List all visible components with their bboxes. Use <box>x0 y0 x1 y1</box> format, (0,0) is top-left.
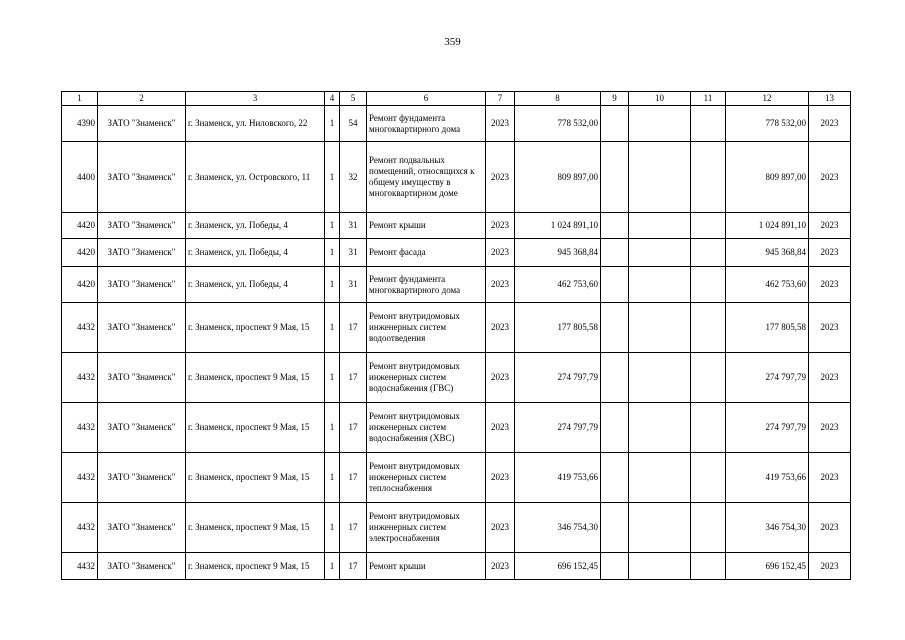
col5-cell: 31 <box>340 239 367 267</box>
col5-cell: 32 <box>340 142 367 213</box>
table-row <box>62 267 851 303</box>
col10-cell <box>629 303 691 353</box>
table-row <box>62 239 851 267</box>
table-row <box>62 106 851 142</box>
work-type-cell: Ремонт фундамента многоквартирного дома <box>367 267 486 303</box>
total-cost-cell: 945 368,84 <box>726 239 809 267</box>
cost-cell: 462 753,60 <box>515 267 601 303</box>
completion-year-cell: 2023 <box>809 303 851 353</box>
table-row <box>62 303 851 353</box>
completion-year-cell: 2023 <box>809 267 851 303</box>
col9-cell <box>601 503 629 553</box>
col9-cell <box>601 553 629 580</box>
col4-cell: 1 <box>325 553 340 580</box>
completion-year-cell: 2023 <box>809 403 851 453</box>
municipality-cell: ЗАТО "Знаменск" <box>98 503 186 553</box>
column-header: 13 <box>809 92 851 106</box>
total-cost-cell: 1 024 891,10 <box>726 213 809 239</box>
column-header: 7 <box>486 92 515 106</box>
column-header: 8 <box>515 92 601 106</box>
row-number-cell: 4432 <box>62 553 98 580</box>
cost-cell: 696 152,45 <box>515 553 601 580</box>
col4-cell: 1 <box>325 267 340 303</box>
col4-cell: 1 <box>325 503 340 553</box>
municipality-cell: ЗАТО "Знаменск" <box>98 353 186 403</box>
col5-cell: 54 <box>340 106 367 142</box>
cost-cell: 945 368,84 <box>515 239 601 267</box>
col5-cell: 17 <box>340 403 367 453</box>
col11-cell <box>691 267 726 303</box>
col5-cell: 17 <box>340 353 367 403</box>
col4-cell: 1 <box>325 453 340 503</box>
work-type-cell: Ремонт фундамента многоквартирного дома <box>367 106 486 142</box>
year-cell: 2023 <box>486 239 515 267</box>
municipality-cell: ЗАТО "Знаменск" <box>98 453 186 503</box>
col4-cell: 1 <box>325 353 340 403</box>
col10-cell <box>629 403 691 453</box>
completion-year-cell: 2023 <box>809 503 851 553</box>
cost-cell: 778 532,00 <box>515 106 601 142</box>
col10-cell <box>629 503 691 553</box>
completion-year-cell: 2023 <box>809 353 851 403</box>
year-cell: 2023 <box>486 106 515 142</box>
row-number-cell: 4432 <box>62 503 98 553</box>
total-cost-cell: 274 797,79 <box>726 403 809 453</box>
address-cell: г. Знаменск, ул. Ниловского, 22 <box>186 106 325 142</box>
row-number-cell: 4432 <box>62 453 98 503</box>
municipality-cell: ЗАТО "Знаменск" <box>98 403 186 453</box>
col5-cell: 17 <box>340 453 367 503</box>
col9-cell <box>601 142 629 213</box>
col9-cell <box>601 303 629 353</box>
table-row <box>62 553 851 580</box>
col11-cell <box>691 142 726 213</box>
address-cell: г. Знаменск, проспект 9 Мая, 15 <box>186 353 325 403</box>
col9-cell <box>601 267 629 303</box>
total-cost-cell: 177 805,58 <box>726 303 809 353</box>
total-cost-cell: 778 532,00 <box>726 106 809 142</box>
cost-cell: 419 753,66 <box>515 453 601 503</box>
address-cell: г. Знаменск, проспект 9 Мая, 15 <box>186 453 325 503</box>
work-type-cell: Ремонт фасада <box>367 239 486 267</box>
col4-cell: 1 <box>325 239 340 267</box>
cost-cell: 274 797,79 <box>515 353 601 403</box>
address-cell: г. Знаменск, ул. Островского, 11 <box>186 142 325 213</box>
col5-cell: 17 <box>340 303 367 353</box>
col10-cell <box>629 353 691 403</box>
column-header: 6 <box>367 92 486 106</box>
table-row <box>62 142 851 213</box>
municipality-cell: ЗАТО "Знаменск" <box>98 106 186 142</box>
row-number-cell: 4432 <box>62 303 98 353</box>
col4-cell: 1 <box>325 403 340 453</box>
column-header: 11 <box>691 92 726 106</box>
address-cell: г. Знаменск, проспект 9 Мая, 15 <box>186 503 325 553</box>
year-cell: 2023 <box>486 403 515 453</box>
column-header: 4 <box>325 92 340 106</box>
cost-cell: 274 797,79 <box>515 403 601 453</box>
municipality-cell: ЗАТО "Знаменск" <box>98 303 186 353</box>
address-cell: г. Знаменск, ул. Победы, 4 <box>186 267 325 303</box>
year-cell: 2023 <box>486 503 515 553</box>
table-row <box>62 403 851 453</box>
col10-cell <box>629 553 691 580</box>
completion-year-cell: 2023 <box>809 106 851 142</box>
col4-cell: 1 <box>325 213 340 239</box>
address-cell: г. Знаменск, проспект 9 Мая, 15 <box>186 403 325 453</box>
municipality-cell: ЗАТО "Знаменск" <box>98 142 186 213</box>
completion-year-cell: 2023 <box>809 239 851 267</box>
year-cell: 2023 <box>486 353 515 403</box>
col10-cell <box>629 267 691 303</box>
year-cell: 2023 <box>486 553 515 580</box>
cost-cell: 177 805,58 <box>515 303 601 353</box>
col5-cell: 17 <box>340 553 367 580</box>
column-header: 1 <box>62 92 98 106</box>
completion-year-cell: 2023 <box>809 142 851 213</box>
col9-cell <box>601 239 629 267</box>
column-header: 2 <box>98 92 186 106</box>
address-cell: г. Знаменск, проспект 9 Мая, 15 <box>186 553 325 580</box>
row-number-cell: 4420 <box>62 239 98 267</box>
col5-cell: 17 <box>340 503 367 553</box>
cost-cell: 346 754,30 <box>515 503 601 553</box>
address-cell: г. Знаменск, ул. Победы, 4 <box>186 239 325 267</box>
col11-cell <box>691 503 726 553</box>
page-number: 359 <box>444 36 461 48</box>
table-row <box>62 353 851 403</box>
row-number-cell: 4400 <box>62 142 98 213</box>
work-type-cell: Ремонт внутридомовых инженерных систем электроснабжения <box>367 503 486 553</box>
col10-cell <box>629 213 691 239</box>
year-cell: 2023 <box>486 453 515 503</box>
work-type-cell: Ремонт крыши <box>367 213 486 239</box>
col5-cell: 31 <box>340 267 367 303</box>
col11-cell <box>691 353 726 403</box>
column-header: 12 <box>726 92 809 106</box>
total-cost-cell: 809 897,00 <box>726 142 809 213</box>
row-number-cell: 4420 <box>62 213 98 239</box>
cost-cell: 809 897,00 <box>515 142 601 213</box>
table-row <box>62 213 851 239</box>
row-number-cell: 4432 <box>62 353 98 403</box>
col4-cell: 1 <box>325 142 340 213</box>
work-type-cell: Ремонт внутридомовых инженерных систем водоснабжения (ХВС) <box>367 403 486 453</box>
col9-cell <box>601 106 629 142</box>
completion-year-cell: 2023 <box>809 213 851 239</box>
column-header: 5 <box>340 92 367 106</box>
address-cell: г. Знаменск, проспект 9 Мая, 15 <box>186 303 325 353</box>
completion-year-cell: 2023 <box>809 453 851 503</box>
column-header: 10 <box>629 92 691 106</box>
col11-cell <box>691 106 726 142</box>
row-number-cell: 4390 <box>62 106 98 142</box>
municipality-cell: ЗАТО "Знаменск" <box>98 267 186 303</box>
repair-program-table <box>61 91 851 580</box>
cost-cell: 1 024 891,10 <box>515 213 601 239</box>
total-cost-cell: 274 797,79 <box>726 353 809 403</box>
year-cell: 2023 <box>486 267 515 303</box>
total-cost-cell: 419 753,66 <box>726 453 809 503</box>
col11-cell <box>691 553 726 580</box>
col11-cell <box>691 303 726 353</box>
col4-cell: 1 <box>325 106 340 142</box>
year-cell: 2023 <box>486 213 515 239</box>
col10-cell <box>629 106 691 142</box>
work-type-cell: Ремонт внутридомовых инженерных систем водоснабжения (ГВС) <box>367 353 486 403</box>
col11-cell <box>691 213 726 239</box>
row-number-cell: 4420 <box>62 267 98 303</box>
col9-cell <box>601 213 629 239</box>
col10-cell <box>629 142 691 213</box>
total-cost-cell: 696 152,45 <box>726 553 809 580</box>
column-header: 3 <box>186 92 325 106</box>
municipality-cell: ЗАТО "Знаменск" <box>98 553 186 580</box>
work-type-cell: Ремонт подвальных помещений, относящихся к общему имуществу в многоквартирном доме <box>367 142 486 213</box>
work-type-cell: Ремонт внутридомовых инженерных систем теплоснабжения <box>367 453 486 503</box>
row-number-cell: 4432 <box>62 403 98 453</box>
completion-year-cell: 2023 <box>809 553 851 580</box>
col10-cell <box>629 453 691 503</box>
col5-cell: 31 <box>340 213 367 239</box>
table-row <box>62 503 851 553</box>
col9-cell <box>601 403 629 453</box>
table-row <box>62 453 851 503</box>
work-type-cell: Ремонт внутридомовых инженерных систем водоотведения <box>367 303 486 353</box>
total-cost-cell: 462 753,60 <box>726 267 809 303</box>
col10-cell <box>629 239 691 267</box>
work-type-cell: Ремонт крыши <box>367 553 486 580</box>
municipality-cell: ЗАТО "Знаменск" <box>98 239 186 267</box>
col9-cell <box>601 353 629 403</box>
col4-cell: 1 <box>325 303 340 353</box>
total-cost-cell: 346 754,30 <box>726 503 809 553</box>
col11-cell <box>691 453 726 503</box>
col11-cell <box>691 239 726 267</box>
municipality-cell: ЗАТО "Знаменск" <box>98 213 186 239</box>
col9-cell <box>601 453 629 503</box>
column-header: 9 <box>601 92 629 106</box>
year-cell: 2023 <box>486 303 515 353</box>
column-number-row <box>62 92 851 106</box>
year-cell: 2023 <box>486 142 515 213</box>
address-cell: г. Знаменск, ул. Победы, 4 <box>186 213 325 239</box>
col11-cell <box>691 403 726 453</box>
